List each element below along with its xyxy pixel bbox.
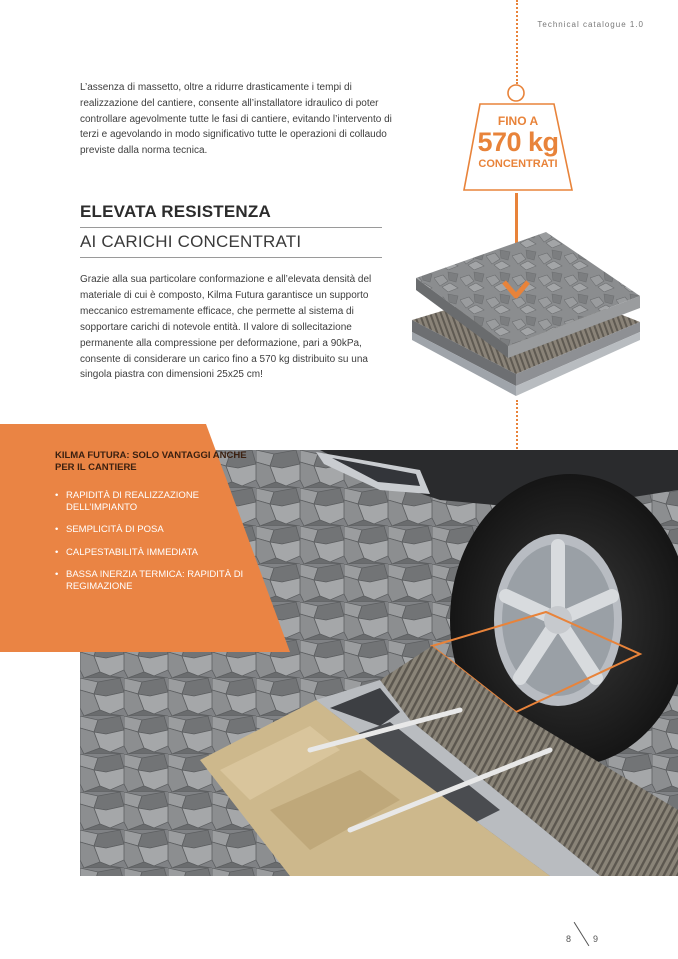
weight-value: 570 kg [477, 127, 559, 157]
benefit-item: • SEMPLICITÀ DI POSA [55, 524, 255, 536]
benefits-title: KILMA FUTURA: SOLO VANTAGGI ANCHE PER IL CANTIERE [55, 450, 247, 473]
benefits-list [55, 490, 255, 592]
benefit-item: • BASSA INERZIA TERMICA: RAPIDITÀ DI REGIMAZIONE [55, 569, 255, 592]
section-body: Grazie alla sua particolare conformazione e all’elevata densità del materiale di cui è composto, Kilma Futura garantisce un supporto meccanico estremamente efficace, che permette al sistema di sopportare carichi di notevole entità. Il valore di sollecitazione permanente alla compressione per deformazione, pari a 90kPa, consente di considerare un carico fino a 570 kg distribuito su una singola piastra con dimensioni 25x25 cm! [80, 274, 372, 381]
section-title-bold: ELEVATA RESISTENZA [80, 202, 382, 228]
page-separator [574, 922, 590, 946]
weight-badge [462, 84, 574, 192]
page-number-right: 9 [592, 934, 598, 945]
page-number-left: 8 [565, 934, 571, 945]
dotted-guide-top [516, 0, 518, 84]
section-heading [80, 202, 382, 258]
benefit-item: • CALPESTABILITÀ IMMEDIATA [55, 547, 255, 559]
tile-layers-illustration [408, 226, 644, 408]
intro-paragraph: L’assenza di massetto, oltre a ridurre drasticamente i tempi di realizzazione del cantiere, consente all’installatore idraulico di poter controllare agevolmente tutte le fasi di cantiere, evitando l’intervento di terzi e agevolando in modo significativo tutte le operazioni di collaudo previste dalla norma tecnica. [80, 82, 392, 157]
section-title-light: AI CARICHI CONCENTRATI [80, 228, 382, 258]
catalogue-label: Technical catalogue 1.0 [537, 20, 644, 29]
page-numbers [566, 926, 598, 954]
benefits-panel [55, 450, 255, 603]
weight-line-1: FINO A [497, 114, 539, 128]
weight-line-3: CONCENTRATI [478, 158, 558, 170]
benefit-item: • RAPIDITÀ DI REALIZZAZIONE DELL’IMPIANTO [55, 490, 255, 513]
